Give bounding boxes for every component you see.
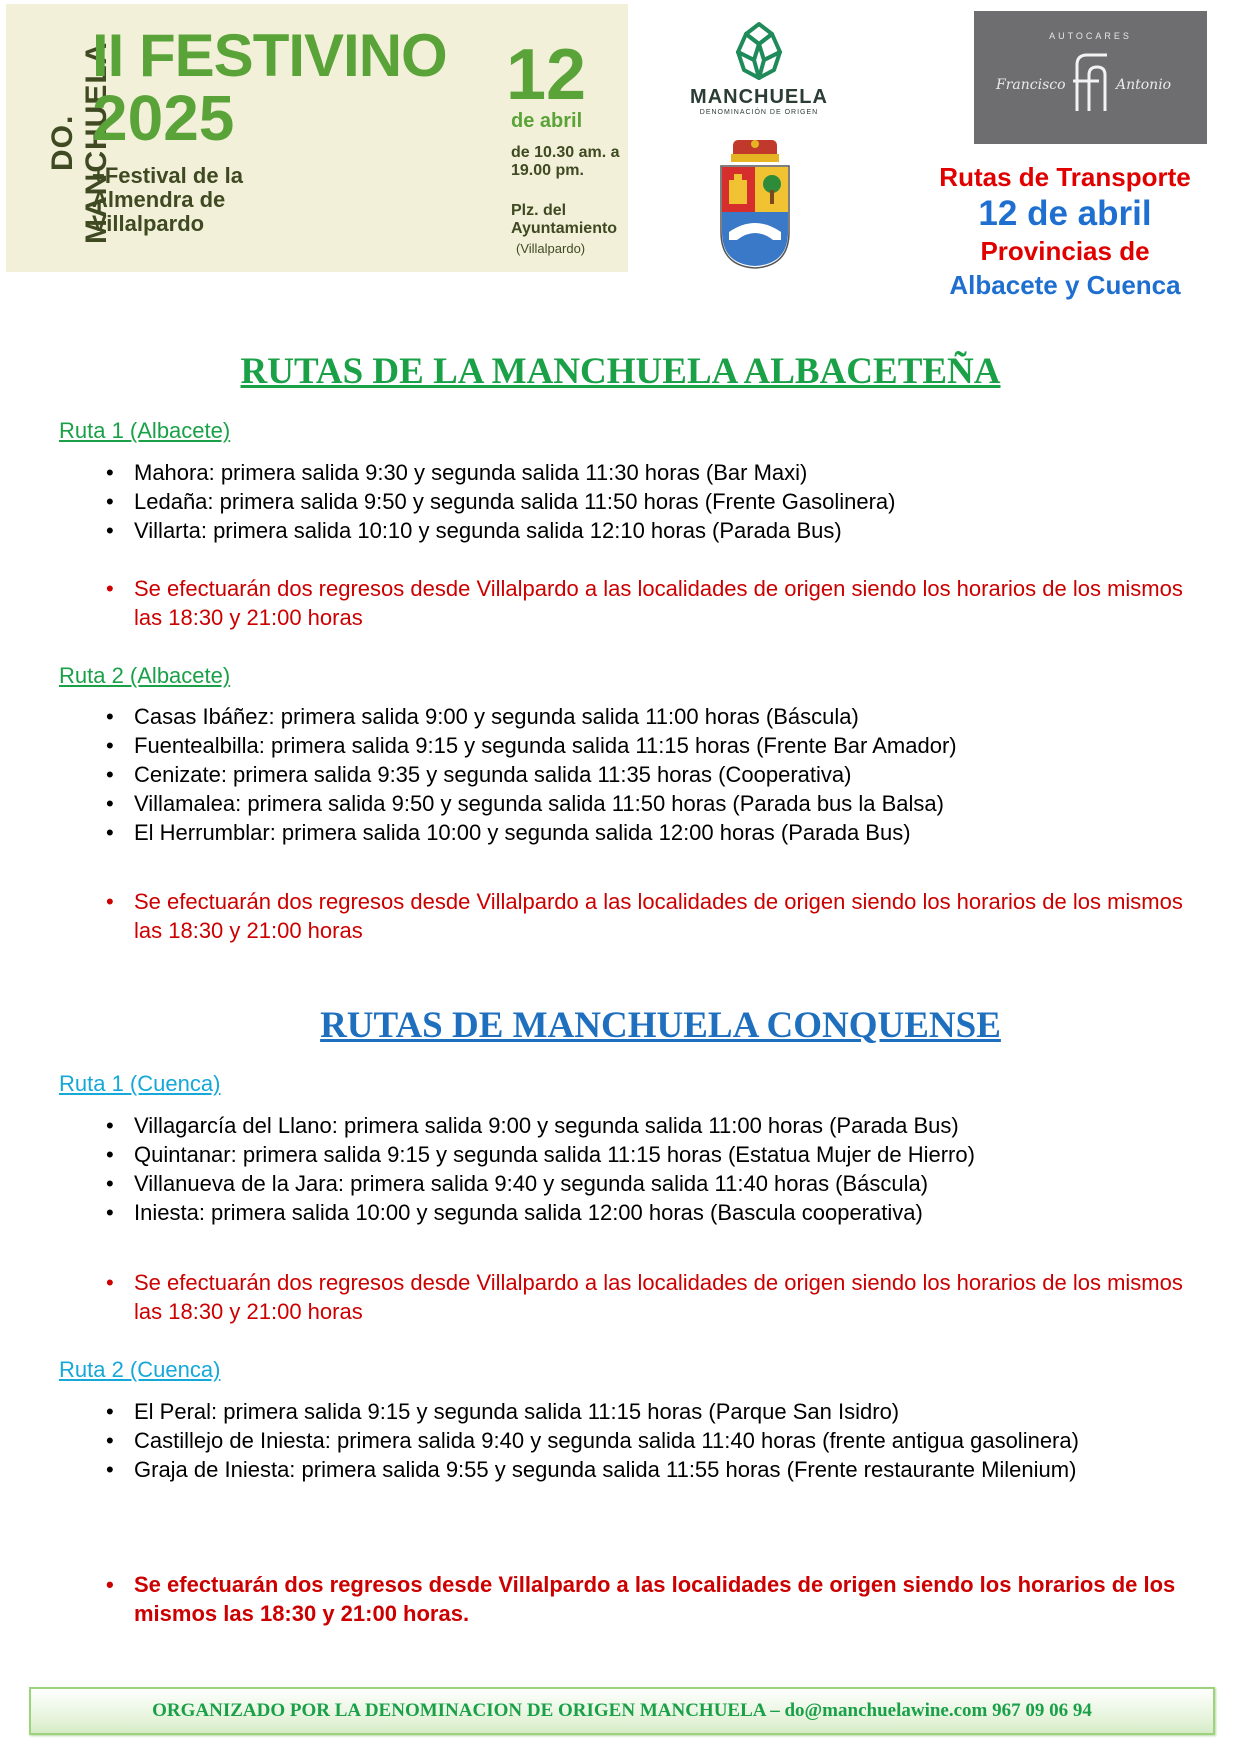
albacete-ruta2-note bbox=[104, 887, 1184, 945]
list-item: • Castillejo de Iniesta: primera salida 9:40 y segunda salida 11:40 horas (frente antigua gasolinera) bbox=[104, 1426, 1124, 1455]
autocares-top-text: AUTOCARES bbox=[1049, 31, 1132, 41]
list-item: • Villamalea: primera salida 9:50 y segunda salida 11:50 horas (Parada bus la Balsa) bbox=[104, 789, 1184, 818]
banner-almendra: +Festival de la Almendra de Villalpardo bbox=[92, 163, 244, 236]
banner-year: 2025 bbox=[92, 82, 235, 154]
return-note: • Se efectuarán dos regresos desde Villalpardo a las localidades de origen siendo los horarios de los mismos las 18:30 y 21:00 horas. bbox=[104, 1570, 1184, 1628]
manchuela-leaf-icon bbox=[724, 20, 794, 82]
manchuela-logo bbox=[684, 20, 834, 132]
albacete-ruta1-note bbox=[104, 574, 1184, 632]
list-item: • Villarta: primera salida 10:10 y segunda salida 12:10 horas (Parada Bus) bbox=[104, 516, 1184, 545]
list-item: • Mahora: primera salida 9:30 y segunda salida 11:30 horas (Bar Maxi) bbox=[104, 458, 1184, 487]
list-item: • Cenizate: primera salida 9:35 y segunda salida 11:35 horas (Cooperativa) bbox=[104, 760, 1184, 789]
banner-day: 12 bbox=[506, 35, 587, 115]
list-item: • Fuentealbilla: primera salida 9:15 y segunda salida 11:15 horas (Frente Bar Amador) bbox=[104, 731, 1184, 760]
coat-of-arms-icon bbox=[715, 136, 795, 272]
transport-provinces: Albacete y Cuenca bbox=[949, 270, 1181, 300]
cuenca-ruta1-note bbox=[104, 1268, 1184, 1326]
transport-info-box bbox=[900, 160, 1230, 302]
banner-place: Plz. del Ayuntamiento bbox=[511, 202, 618, 237]
banner-month: de abril bbox=[511, 110, 583, 132]
cuenca-ruta1-list bbox=[104, 1111, 1184, 1227]
cuenca-ruta1-heading: Ruta 1 (Cuenca) bbox=[59, 1071, 221, 1096]
albacete-ruta2-list bbox=[104, 702, 1184, 847]
cuenca-ruta2-note bbox=[104, 1570, 1184, 1628]
banner-place-sub: (Villalpardo) bbox=[516, 241, 586, 256]
cuenca-ruta2-heading: Ruta 2 (Cuenca) bbox=[59, 1357, 221, 1382]
list-item: • El Peral: primera salida 9:15 y segunda salida 11:15 horas (Parque San Isidro) bbox=[104, 1397, 1184, 1426]
list-item: • Graja de Iniesta: primera salida 9:55 y segunda salida 11:55 horas (Frente restaurante Milenium) bbox=[104, 1455, 1124, 1484]
banner-vertical-text: DO. MANCHUELA bbox=[46, 41, 113, 245]
return-note: • Se efectuarán dos regresos desde Villalpardo a las localidades de origen siendo los horarios de los mismos las 18:30 y 21:00 horas bbox=[104, 887, 1184, 945]
footer-banner bbox=[29, 1687, 1215, 1735]
manchuela-brand-sub: DENOMINACIÓN DE ORIGEN bbox=[699, 109, 819, 116]
autocares-left-text: Francisco bbox=[996, 77, 1066, 93]
list-item: • Villagarcía del Llano: primera salida 9:00 y segunda salida 11:00 horas (Parada Bus) bbox=[104, 1111, 1184, 1140]
footer-text: ORGANIZADO POR LA DENOMINACION DE ORIGEN MANCHUELA – do@manchuelawine.com 967 09 06 94 bbox=[152, 1700, 1092, 1721]
banner-hours: de 10.30 am. a 19.00 pm. bbox=[511, 144, 620, 179]
list-item: • El Herrumblar: primera salida 10:00 y segunda salida 12:00 horas (Parada Bus) bbox=[104, 818, 1184, 847]
festivino-banner bbox=[6, 4, 628, 272]
return-note: • Se efectuarán dos regresos desde Villalpardo a las localidades de origen siendo los horarios de los mismos las 18:30 y 21:00 horas bbox=[104, 1268, 1184, 1326]
list-item: • Casas Ibáñez: primera salida 9:00 y segunda salida 11:00 horas (Báscula) bbox=[104, 702, 1184, 731]
albacete-ruta1-heading: Ruta 1 (Albacete) bbox=[59, 418, 231, 443]
list-item: • Quintanar: primera salida 9:15 y segunda salida 11:15 horas (Estatua Mujer de Hierro) bbox=[104, 1140, 1184, 1169]
list-item: • Ledaña: primera salida 9:50 y segunda salida 11:50 horas (Frente Gasolinera) bbox=[104, 487, 1184, 516]
return-note: • Se efectuarán dos regresos desde Villalpardo a las localidades de origen siendo los horarios de los mismos las 18:30 y 21:00 horas bbox=[104, 574, 1184, 632]
albacete-ruta1-list bbox=[104, 458, 1184, 545]
manchuela-brand: MANCHUELA bbox=[690, 86, 828, 108]
list-item: • Iniesta: primera salida 10:00 y segunda salida 12:00 horas (Bascula cooperativa) bbox=[104, 1198, 1184, 1227]
autocares-logo bbox=[974, 11, 1207, 144]
banner-festival-name: II FESTIVINO bbox=[92, 22, 447, 89]
autocares-monogram-icon bbox=[1069, 51, 1113, 115]
autocares-right-text: Antonio bbox=[1116, 77, 1172, 93]
cuenca-section-title: RUTAS DE MANCHUELA CONQUENSE bbox=[320, 1005, 1001, 1046]
list-item: • Villanueva de la Jara: primera salida 9:40 y segunda salida 11:40 horas (Báscula) bbox=[104, 1169, 1184, 1198]
albacete-section-title: RUTAS DE LA MANCHUELA ALBACETEÑA bbox=[240, 351, 1001, 392]
cuenca-ruta2-list bbox=[104, 1397, 1184, 1484]
transport-date: 12 de abril bbox=[978, 194, 1152, 233]
albacete-ruta2-heading: Ruta 2 (Albacete) bbox=[59, 663, 231, 688]
transport-provinces-label: Provincias de bbox=[980, 236, 1150, 266]
transport-title: Rutas de Transporte bbox=[939, 162, 1191, 192]
